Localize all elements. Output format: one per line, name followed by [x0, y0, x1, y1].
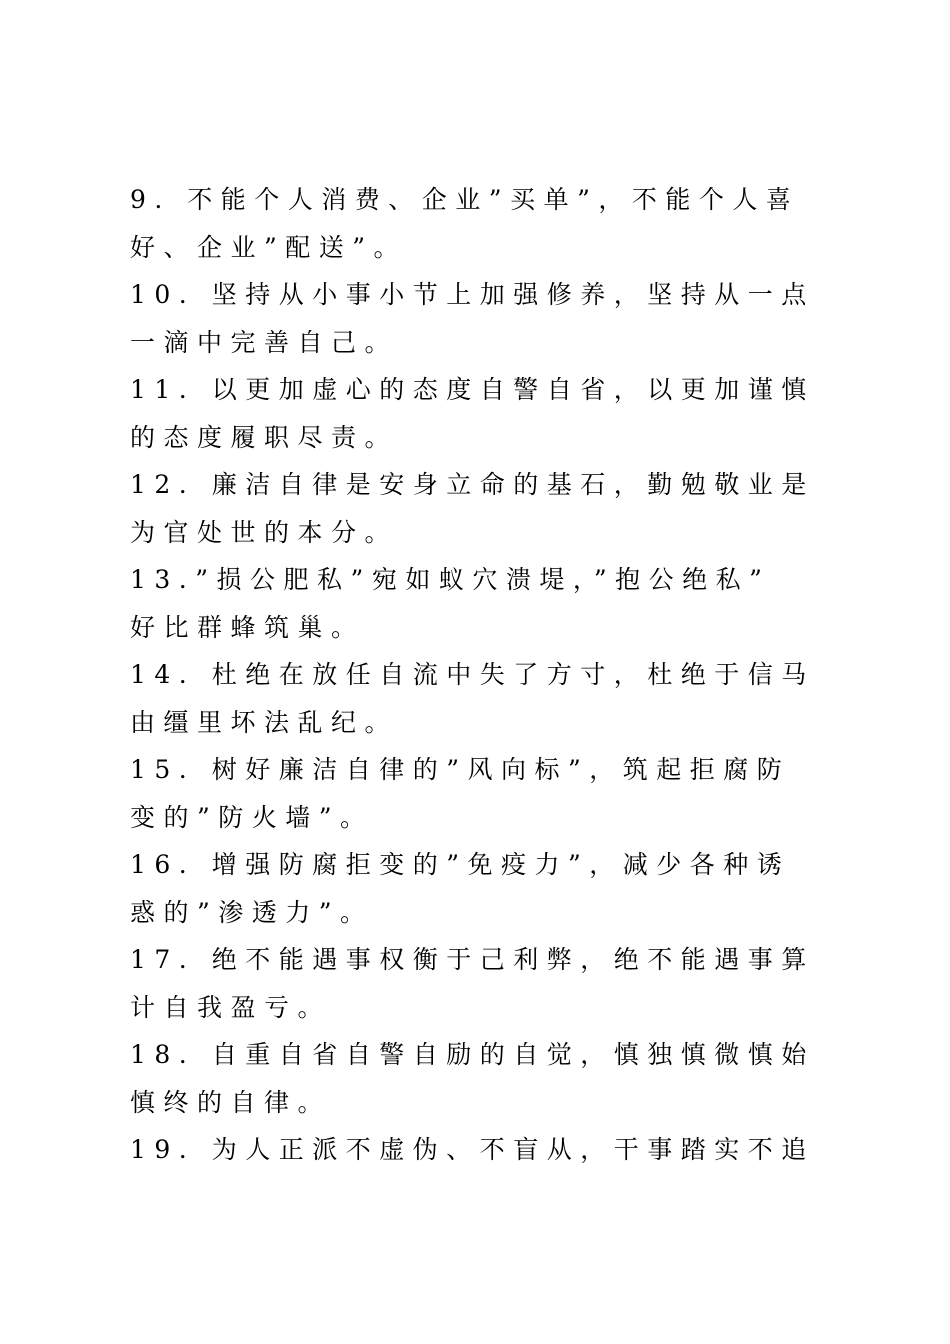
document-body [130, 176, 830, 1174]
text-line: 的态度履职尽责。 [130, 422, 399, 452]
text-line: 12. 廉洁自律是安身立命的基石，勤勉敬业是 [130, 470, 815, 499]
text-line: 11. 以更加虚心的态度自警自省，以更加谨慎 [130, 375, 815, 404]
text-line: 慎终的自律。 [130, 1087, 332, 1117]
text-line: 计自我盈亏。 [130, 992, 332, 1022]
text-line: 为官处世的本分。 [130, 517, 399, 547]
text-line: 一滴中完善自己。 [130, 327, 399, 357]
text-line: 由缰里坏法乱纪。 [130, 707, 399, 737]
text-line: 18. 自重自省自警自励的自觉，慎独慎微慎始 [130, 1040, 815, 1069]
text-line: 变的”防火墙”。 [130, 802, 374, 832]
text-line: 10. 坚持从小事小节上加强修养，坚持从一点 [130, 280, 815, 309]
text-line: 9. 不能个人消费、企业”买单”，不能个人喜 [130, 185, 800, 214]
text-line: 14. 杜绝在放任自流中失了方寸，杜绝于信马 [130, 660, 815, 689]
text-line: 13.”损公肥私”宛如蚁穴溃堤，”抱公绝私” [130, 565, 771, 594]
text-line: 好、企业”配送”。 [130, 232, 408, 262]
text-line: 17. 绝不能遇事权衡于己利弊，绝不能遇事算 [130, 945, 815, 974]
text-line: 好比群蜂筑巢。 [130, 612, 365, 642]
text-line: 19. 为人正派不虚伪、不盲从，干事踏实不追 [130, 1135, 815, 1164]
text-line: 16. 增强防腐拒变的”免疫力”，减少各种诱 [130, 850, 791, 879]
text-line: 15. 树好廉洁自律的”风向标”，筑起拒腐防 [130, 755, 791, 784]
text-line: 惑的”渗透力”。 [130, 897, 374, 927]
